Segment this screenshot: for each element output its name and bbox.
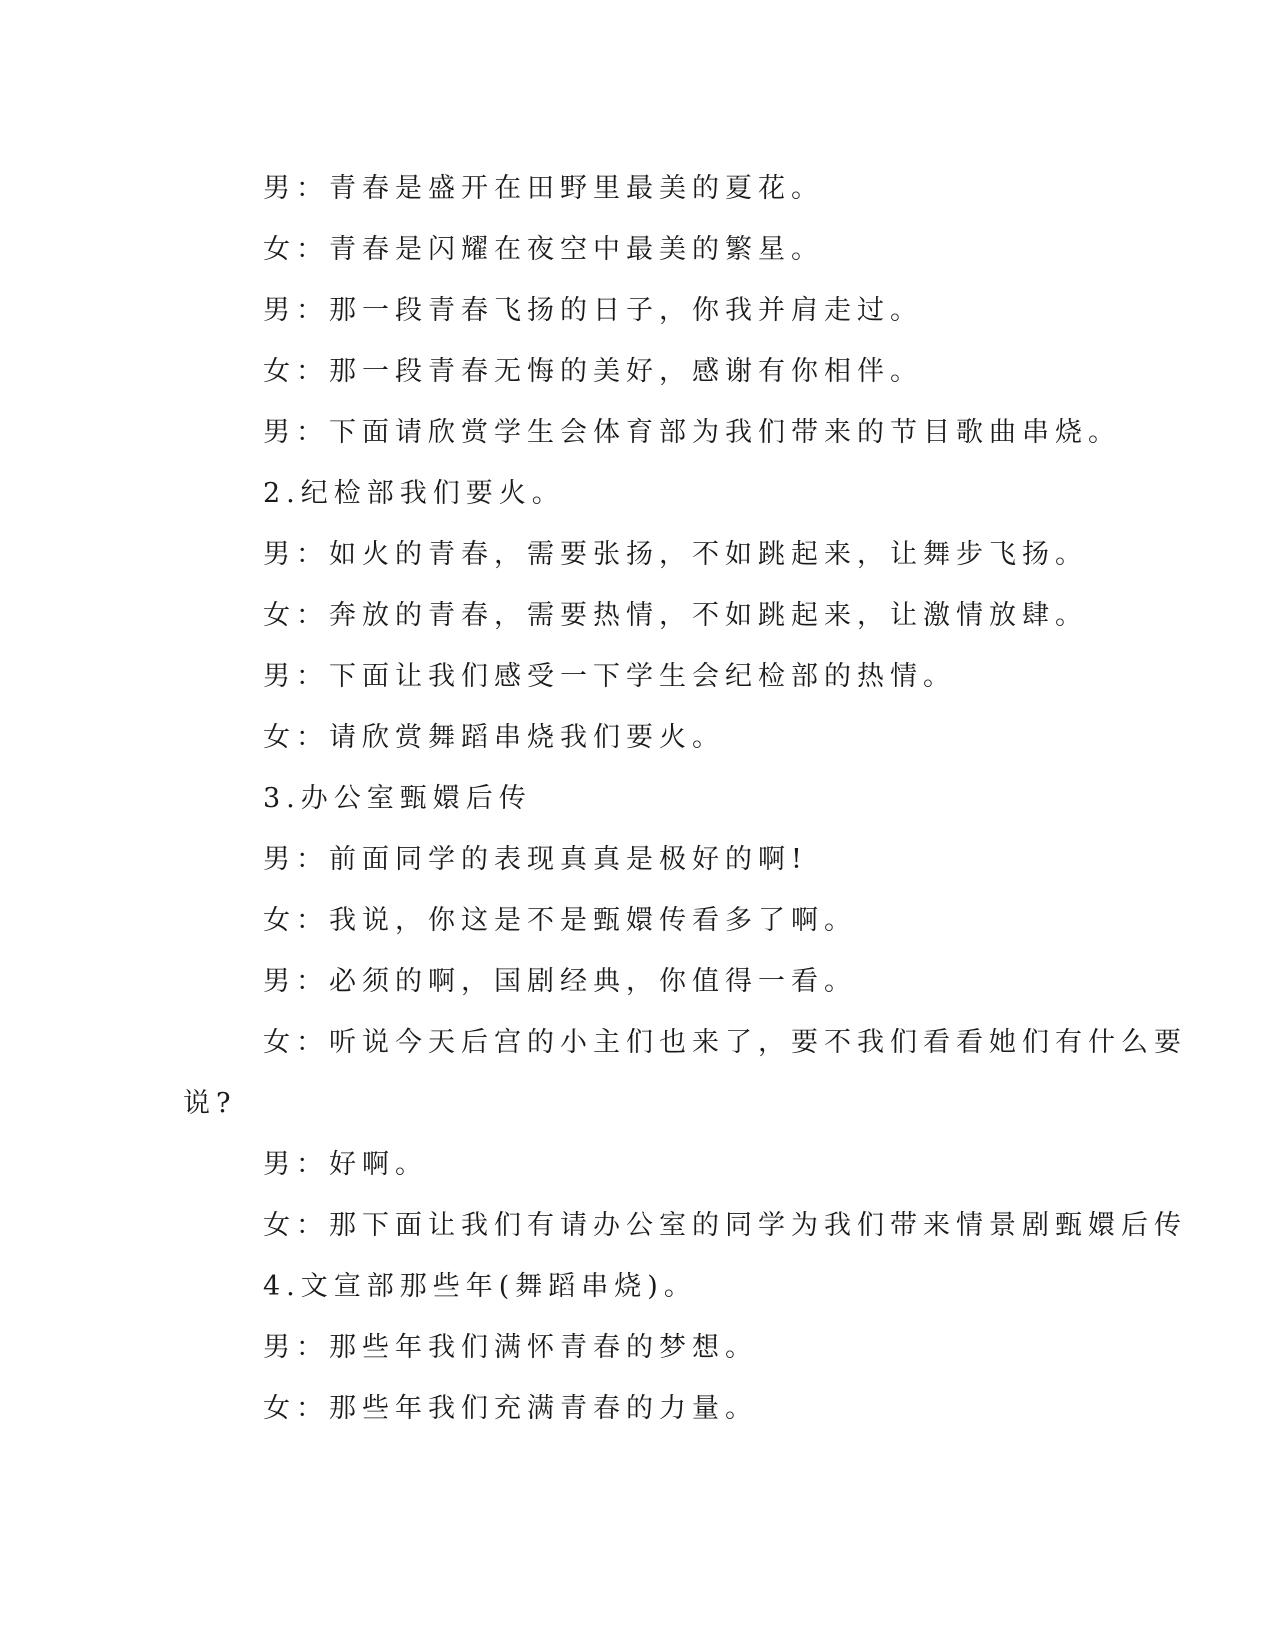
paragraph: 男：下面请欣赏学生会体育部为我们带来的节目歌曲串烧。 — [263, 417, 1121, 448]
paragraph: 女：我说，你这是不是甄嬛传看多了啊。 — [263, 905, 857, 936]
document-body — [183, 158, 1187, 1439]
paragraph: 女：青春是闪耀在夜空中最美的繁星。 — [263, 234, 824, 265]
paragraph: 女：请欣赏舞蹈串烧我们要火。 — [263, 722, 725, 753]
paragraph: 男：如火的青春，需要张扬，不如跳起来，让舞步飞扬。 — [263, 539, 1088, 570]
paragraph: 女：那下面让我们有请办公室的同学为我们带来情景剧甄嬛后传 — [263, 1210, 1187, 1241]
section-heading: 3.办公室甄嬛后传 — [263, 783, 532, 814]
paragraph: 女：听说今天后宫的小主们也来了，要不我们看看她们有什么要 — [263, 1027, 1187, 1058]
paragraph-continuation: 说? — [183, 1088, 237, 1119]
paragraph: 男：必须的啊，国剧经典，你值得一看。 — [263, 966, 857, 997]
paragraph: 男：那些年我们满怀青春的梦想。 — [263, 1332, 758, 1363]
section-heading: 2.纪检部我们要火。 — [263, 478, 565, 509]
paragraph: 女：那些年我们充满青春的力量。 — [263, 1393, 758, 1424]
paragraph: 男：那一段青春飞扬的日子，你我并肩走过。 — [263, 295, 923, 326]
paragraph: 女：奔放的青春，需要热情，不如跳起来，让激情放肆。 — [263, 600, 1088, 631]
paragraph: 男：前面同学的表现真真是极好的啊! — [263, 844, 808, 875]
paragraph: 男：好啊。 — [263, 1149, 428, 1180]
paragraph: 女：那一段青春无悔的美好，感谢有你相伴。 — [263, 356, 923, 387]
paragraph: 男：下面让我们感受一下学生会纪检部的热情。 — [263, 661, 956, 692]
paragraph: 男：青春是盛开在田野里最美的夏花。 — [263, 173, 824, 204]
section-heading: 4.文宣部那些年(舞蹈串烧)。 — [263, 1271, 697, 1302]
